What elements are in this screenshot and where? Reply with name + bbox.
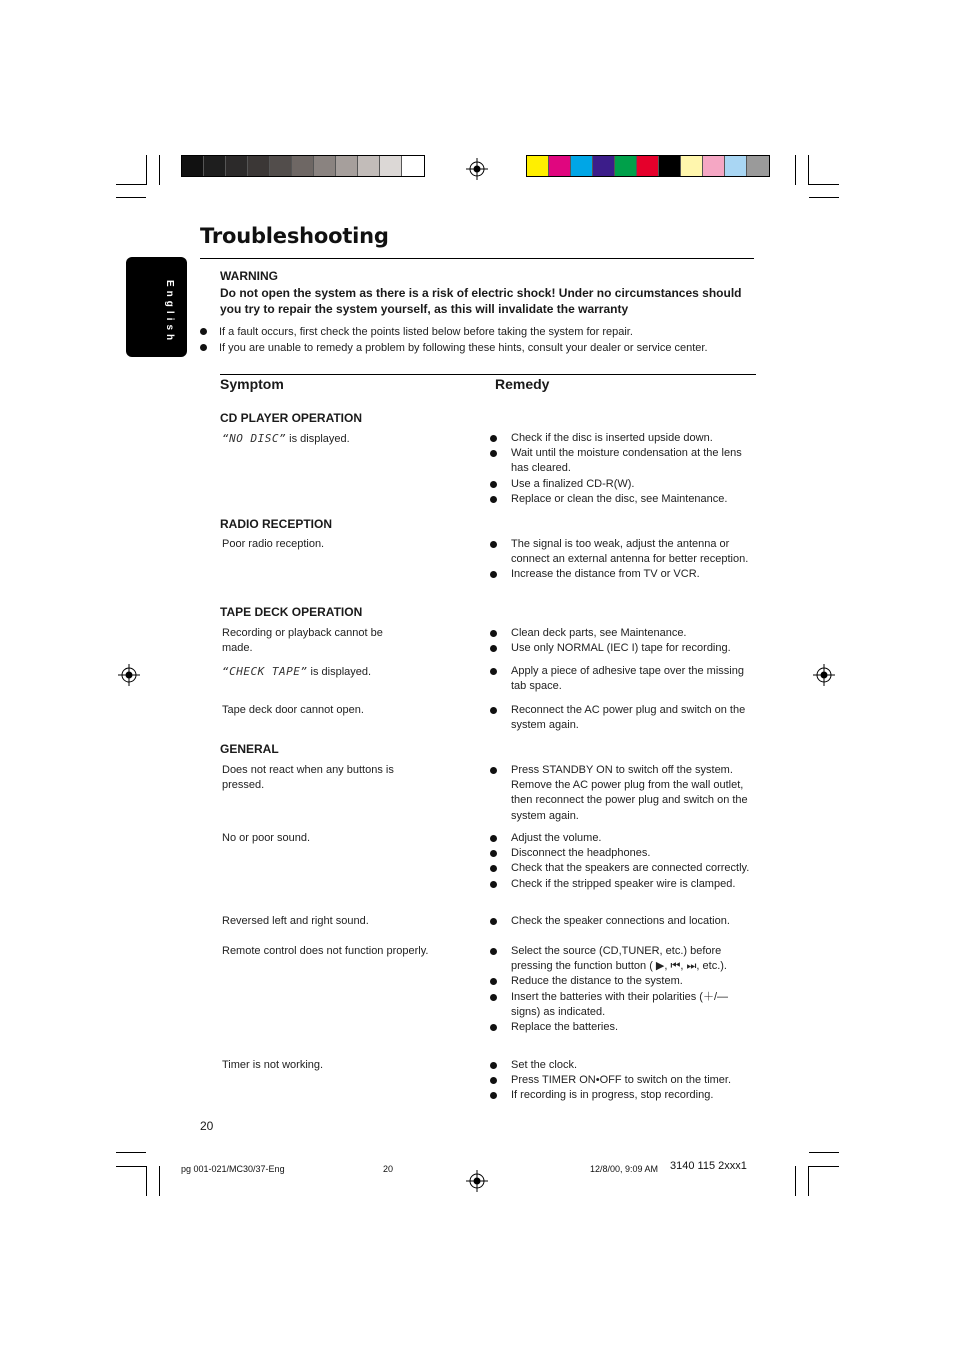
language-tab — [126, 257, 187, 357]
remedy-list — [490, 431, 760, 507]
section-title-general: GENERAL — [220, 742, 279, 756]
symptom-text: Timer is not working. — [222, 1059, 324, 1071]
language-tab-label: English — [164, 280, 175, 345]
color-swatch — [637, 156, 659, 176]
color-swatch — [270, 156, 292, 176]
remedy-list — [490, 537, 760, 583]
remedy-item: Replace or clean the disc, see Maintenance. — [490, 492, 760, 507]
bullet-icon — [490, 994, 497, 1001]
grayscale-calibration-bar — [181, 155, 425, 177]
color-swatch — [226, 156, 248, 176]
remedy-list — [490, 763, 760, 824]
color-swatch — [314, 156, 336, 176]
color-swatch — [336, 156, 358, 176]
remedy-item: Clean deck parts, see Maintenance. — [490, 626, 760, 641]
bullet-icon — [490, 948, 497, 955]
remedy-item: Use a finalized CD-R(W). — [490, 477, 760, 492]
symptom-text: Poor radio reception. — [222, 538, 325, 550]
remedy-item: Wait until the moisture condensation at the lens has cleared. — [490, 446, 760, 476]
bullet-icon — [490, 978, 497, 985]
remedy-item: Check the speaker connections and location. — [490, 914, 760, 929]
color-swatch — [402, 156, 424, 176]
bullet-icon — [490, 881, 497, 888]
bullet-icon — [200, 344, 207, 351]
symptom-text: Reversed left and right sound. — [222, 915, 369, 927]
bullet-icon — [490, 668, 497, 675]
symptom-text: Recording or playback cannot be made. — [222, 627, 383, 654]
bullet-icon — [490, 707, 497, 714]
remedy-list — [490, 664, 760, 694]
bullet-icon — [490, 1092, 497, 1099]
remedy-column-heading: Remedy — [495, 376, 550, 392]
remedy-item: Press STANDBY ON to switch off the system. Remove the AC power plug from the wall outlet, then reconnect the power plug and switch on the system again. — [490, 763, 760, 824]
color-calibration-bar — [526, 155, 770, 177]
section-title-cd: CD PLAYER OPERATION — [220, 411, 363, 425]
symptom-text: “CHECK TAPE” is displayed. — [222, 665, 372, 678]
footer-page: 20 — [383, 1164, 394, 1174]
remedy-item: Press TIMER ON•OFF to switch on the timer. — [490, 1073, 760, 1088]
symptom-column-heading: Symptom — [220, 376, 284, 392]
color-swatch — [248, 156, 270, 176]
registration-mark-icon — [813, 664, 835, 686]
footer-date: 12/8/00, 9:09 AM — [590, 1164, 659, 1174]
remedy-list — [490, 914, 760, 929]
footer-file-name: pg 001-021/MC30/37-Eng — [181, 1164, 285, 1174]
color-swatch — [593, 156, 615, 176]
remedy-list — [490, 703, 760, 733]
symptom-text: Tape deck door cannot open. — [222, 704, 364, 716]
color-swatch — [182, 156, 204, 176]
bullet-icon — [490, 450, 497, 457]
registration-mark-icon — [466, 1170, 488, 1192]
symptom-text: Remote control does not function properly. — [222, 945, 429, 957]
warning-heading: WARNING — [220, 269, 278, 283]
symptom-text: No or poor sound. — [222, 832, 311, 844]
columns-rule — [220, 374, 756, 375]
remedy-list — [490, 831, 760, 892]
color-swatch — [725, 156, 747, 176]
remedy-item: Reduce the distance to the system. — [490, 974, 760, 989]
symptom-text: “NO DISC” is displayed. — [222, 432, 350, 445]
color-swatch — [571, 156, 593, 176]
registration-mark-icon — [118, 664, 140, 686]
bullet-icon — [490, 496, 497, 503]
color-swatch — [615, 156, 637, 176]
section-title-radio: RADIO RECEPTION — [220, 517, 333, 531]
bullet-icon — [490, 571, 497, 578]
remedy-item: Disconnect the headphones. — [490, 846, 760, 861]
color-swatch — [204, 156, 226, 176]
remedy-item: Set the clock. — [490, 1058, 760, 1073]
footer-code: 3140 115 2xxx1 — [670, 1160, 747, 1172]
remedy-item: Select the source (CD,TUNER, etc.) before pressing the function button ( ▶, ⏮, ⏭, etc.). — [490, 944, 760, 974]
color-swatch — [527, 156, 549, 176]
remedy-item: Use only NORMAL (IEC I) tape for recording. — [490, 641, 760, 656]
page-title: Troubleshooting — [200, 224, 389, 248]
remedy-item: Insert the batteries with their polarities (＋/— signs) as indicated. — [490, 990, 760, 1020]
bullet-icon — [490, 865, 497, 872]
remedy-item: Increase the distance from TV or VCR. — [490, 567, 760, 582]
remedy-list — [490, 944, 760, 1035]
section-title-tape: TAPE DECK OPERATION — [220, 605, 363, 619]
bullet-icon — [490, 541, 497, 548]
color-swatch — [703, 156, 725, 176]
warning-text: Do not open the system as there is a risk of electric shock! Under no circumstances should you try to repair the system yourself, as this will invalidate the warranty — [220, 286, 742, 316]
color-swatch — [292, 156, 314, 176]
remedy-item: Apply a piece of adhesive tape over the missing tab space. — [490, 664, 760, 694]
color-swatch — [380, 156, 402, 176]
remedy-item: Replace the batteries. — [490, 1020, 760, 1035]
color-swatch — [681, 156, 703, 176]
registration-mark-icon — [466, 158, 488, 180]
bullet-icon — [490, 630, 497, 637]
title-rule — [200, 258, 754, 259]
color-swatch — [549, 156, 571, 176]
remedy-item: The signal is too weak, adjust the antenna or connect an external antenna for better reception. — [490, 537, 760, 567]
bullet-icon — [490, 645, 497, 652]
remedy-item: Check that the speakers are connected correctly. — [490, 861, 760, 876]
remedy-item: If recording is in progress, stop recording. — [490, 1088, 760, 1103]
color-swatch — [358, 156, 380, 176]
color-swatch — [747, 156, 769, 176]
bullet-icon — [490, 481, 497, 488]
bullet-icon — [490, 1062, 497, 1069]
bullet-icon — [490, 1024, 497, 1031]
remedy-item: Adjust the volume. — [490, 831, 760, 846]
remedy-list — [490, 1058, 760, 1104]
bullet-icon — [490, 850, 497, 857]
intro-item: If a fault occurs, first check the points listed below before taking the system for repair. — [200, 325, 633, 340]
intro-item: If you are unable to remedy a problem by following these hints, consult your dealer or service center. — [200, 341, 708, 356]
remedy-item: Check if the disc is inserted upside down. — [490, 431, 760, 446]
bullet-icon — [490, 835, 497, 842]
bullet-icon — [490, 1077, 497, 1084]
remedy-list — [490, 626, 760, 656]
remedy-item: Reconnect the AC power plug and switch on the system again. — [490, 703, 760, 733]
bullet-icon — [490, 918, 497, 925]
page-number: 20 — [200, 1119, 214, 1133]
symptom-text: Does not react when any buttons is pressed. — [222, 764, 394, 791]
color-swatch — [659, 156, 681, 176]
bullet-icon — [490, 435, 497, 442]
remedy-item: Check if the stripped speaker wire is clamped. — [490, 877, 760, 892]
bullet-icon — [200, 328, 207, 335]
bullet-icon — [490, 767, 497, 774]
